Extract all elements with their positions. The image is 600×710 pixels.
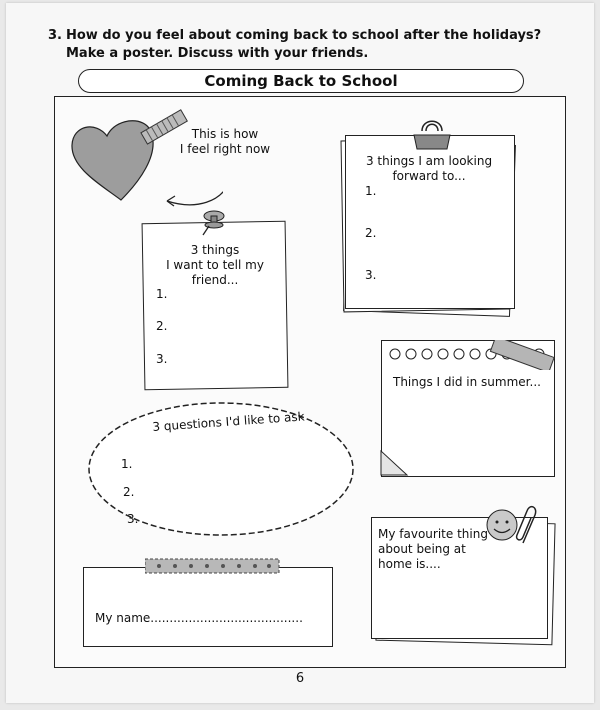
heart-caption-line-2: I feel right now [179,142,271,156]
heart-icon [63,105,223,215]
tell-item: 3. [156,352,168,366]
workbook-page [6,3,594,703]
name-card [83,567,333,647]
question-item: 3. [127,512,139,526]
binder-clip-icon [410,113,454,153]
tell-heading-line-1: 3 things [190,243,240,257]
tell-item: 1. [156,287,168,301]
poster-title: Coming Back to School [78,69,524,93]
forward-heading-line-2: forward to... [392,169,466,183]
tell-item: 2. [156,319,168,333]
question-number: 3. [48,28,62,43]
question-item: 2. [123,485,135,499]
summer-label: Things I did in summer... [393,375,541,389]
poster-frame [54,96,566,668]
favourite-heading-line-1: My favourite thing [378,527,488,541]
favourite-heading [378,527,488,572]
tell-heading-line-3: friend... [191,273,239,287]
smiley-paperclip-icon [483,503,547,549]
washi-tape [145,556,281,576]
heart-caption-line-1: This is how [191,127,259,141]
forward-item: 1. [365,184,377,198]
page-number: 6 [295,671,305,686]
pushpin-icon [200,208,230,238]
forward-heading [349,154,509,184]
question-item: 1. [121,457,133,471]
heart-caption [175,127,275,157]
questions-label: 3 questions I'd like to ask [151,409,305,435]
question-line-1: How do you feel about coming back to school after the holidays? [66,28,542,43]
notebook-rings [381,340,555,370]
tell-friend-heading [153,243,277,288]
forward-item: 3. [365,268,377,282]
favourite-heading-line-2: about being at [378,542,466,556]
forward-heading-line-1: 3 things I am looking [365,154,493,168]
favourite-heading-line-3: home is.... [378,557,441,571]
page-curl [377,449,417,479]
question-line-2: Make a poster. Discuss with your friends. [66,46,369,61]
name-label: My name........................................ [95,611,303,625]
tell-heading-line-2: I want to tell my [166,258,264,272]
forward-item: 2. [365,226,377,240]
